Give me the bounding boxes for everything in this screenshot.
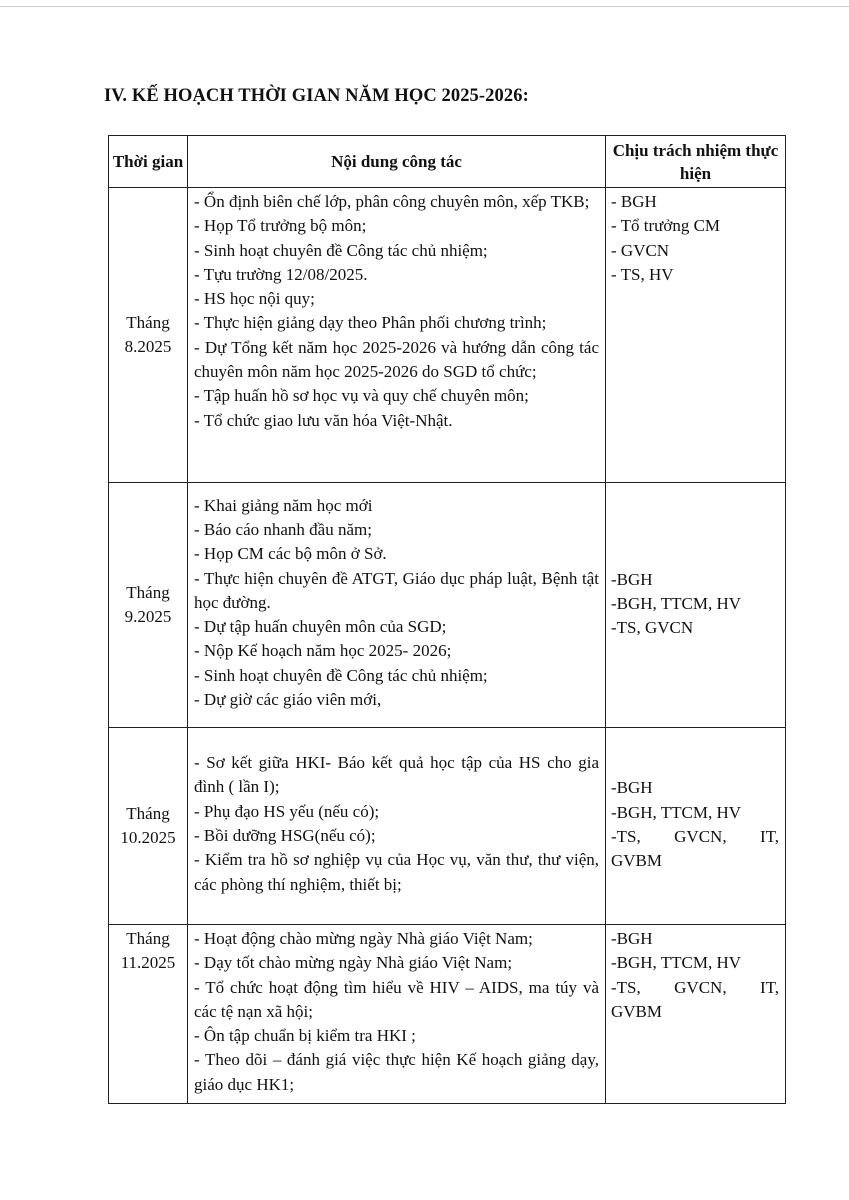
content-item: - Dự tập huấn chuyên môn của SGD; (194, 617, 447, 637)
content-item: - Sơ kết giữa HKI- Báo kết quả học tập của HS cho gia đình ( lần I); (194, 753, 599, 797)
content-item: - Tổ chức hoạt động tìm hiểu về HIV – AIDS, ma túy và các tệ nạn xã hội; (194, 977, 599, 1021)
content-item: - Tựu trường 12/08/2025. (194, 264, 368, 284)
content-item: - Họp Tổ trưởng bộ môn; (194, 216, 367, 236)
responsible-item: -BGH (611, 569, 653, 589)
content-item: - Báo cáo nhanh đầu năm; (194, 519, 372, 539)
time-cell: Tháng 11.2025 (109, 925, 188, 1104)
header-content: Nội dung công tác (188, 136, 606, 188)
content-item: - Sinh hoạt chuyên đề Công tác chủ nhiệm; (194, 665, 488, 685)
content-item: - Nộp Kế hoạch năm học 2025- 2026; (194, 641, 452, 661)
content-item: - Thực hiện giảng dạy theo Phân phối chương trình; (194, 313, 547, 333)
table-row (109, 925, 786, 1104)
responsible-item: -BGH, TTCM, HV (611, 593, 742, 613)
content-item: - Ổn định biên chế lớp, phân công chuyên môn, xếp TKB; (194, 192, 590, 211)
responsible-item: - Tổ trưởng CM (611, 216, 721, 236)
time-cell: Tháng 10.2025 (109, 728, 188, 925)
content-cell (188, 483, 606, 728)
content-cell (188, 925, 606, 1104)
responsible-cell (606, 483, 786, 728)
responsible-item: GVBM (611, 1001, 663, 1021)
content-item: - Họp CM các bộ môn ở Sở. (194, 544, 387, 564)
responsible-cell (606, 925, 786, 1104)
content-item: - Dạy tốt chào mừng ngày Nhà giáo Việt Nam; (194, 953, 513, 973)
content-cell (188, 188, 606, 483)
content-item: - HS học nội quy; (194, 289, 315, 309)
content-item: - Khai giảng năm học mới (194, 495, 373, 515)
responsible-item: -BGH, TTCM, HV (611, 953, 742, 973)
content-item: - Hoạt động chào mừng ngày Nhà giáo Việt Nam; (194, 929, 533, 948)
responsible-item: -BGH, TTCM, HV (611, 802, 742, 822)
content-item: - Dự Tổng kết năm học 2025-2026 và hướng dẫn công tác chuyên môn năm học 2025-2026 do SGD tổ chức; (194, 337, 599, 382)
content-cell (188, 728, 606, 925)
header-time: Thời gian (109, 136, 188, 188)
section-heading: IV. KẾ HOẠCH THỜI GIAN NĂM HỌC 2025-2026: (104, 86, 529, 106)
content-item: - Ôn tập chuẩn bị kiểm tra HKI ; (194, 1026, 416, 1046)
responsible-item: -BGH (611, 778, 653, 798)
content-item: - Tổ chức giao lưu văn hóa Việt-Nhật. (194, 410, 453, 430)
content-item: - Bồi dưỡng HSG(nếu có); (194, 826, 376, 845)
responsible-cell (606, 188, 786, 483)
content-item: - Sinh hoạt chuyên đề Công tác chủ nhiệm; (194, 240, 488, 260)
table-header-row (109, 136, 786, 188)
scan-edge-line (0, 6, 849, 7)
responsible-item: - BGH (611, 192, 657, 211)
responsible-item: -BGH (611, 929, 653, 948)
responsible-item: - TS, HV (611, 264, 674, 284)
content-item: - Theo dõi – đánh giá việc thực hiện Kế hoạch giảng dạy, giáo dục HK1; (194, 1050, 599, 1094)
responsible-item: GVBM (611, 851, 663, 871)
table-row (109, 728, 786, 925)
header-responsible: Chịu trách nhiệm thực hiện (606, 136, 786, 188)
schedule-table (108, 135, 786, 1104)
responsible-item: -TS, GVCN, IT, (611, 977, 779, 997)
content-item: - Thực hiện chuyên đề ATGT, Giáo dục pháp luật, Bệnh tật học đường. (194, 568, 599, 612)
responsible-cell (606, 728, 786, 925)
content-item: - Kiểm tra hồ sơ nghiệp vụ của Học vụ, văn thư, thư viện, các phòng thí nghiệm, thiết bị; (194, 850, 599, 894)
table-row (109, 483, 786, 728)
content-item: - Tập huấn hồ sơ học vụ và quy chế chuyên môn; (194, 386, 529, 406)
time-cell: Tháng 9.2025 (109, 483, 188, 728)
time-cell: Tháng 8.2025 (109, 188, 188, 483)
content-item: - Phụ đạo HS yếu (nếu có); (194, 801, 380, 821)
responsible-item: -TS, GVCN (611, 618, 694, 638)
table-row (109, 188, 786, 483)
content-item: - Dự giờ các giáo viên mới, (194, 690, 382, 710)
responsible-item: - GVCN (611, 240, 670, 260)
responsible-item: -TS, GVCN, IT, (611, 827, 779, 846)
